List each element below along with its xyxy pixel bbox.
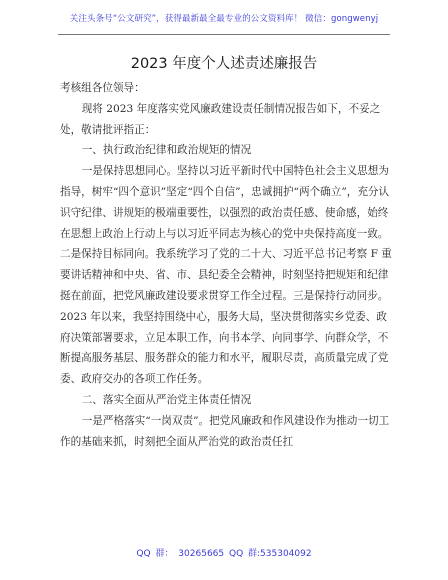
header-divider — [58, 34, 390, 35]
document-title: 2023 年度个人述责述廉报告 — [130, 56, 318, 72]
section-heading-1: 一、执行政治纪律和政治规矩的情况 — [81, 144, 252, 157]
header-note: 关注头条号“公文研究”，获得最新最全最专业的公文资料库！ 微信：gongwenyj — [69, 14, 379, 24]
footer-contact: QQ 群： 30265665 QQ 群:535304092 — [136, 549, 312, 559]
body-paragraph-2: 一是严格落实“一岗双责”。把党风廉政和作风建设作为推动一切工作的基础来抓，时刻把全面从严治党的政治责任扛 — [60, 414, 390, 448]
document-body — [60, 78, 392, 452]
body-paragraph-1: 一是保持思想同心。坚持以习近平新时代中国特色社会主义思想为指导，树牢“四个意识”坚定“四个自信”，忠诚拥护“两个确立”，充分认识守纪律、讲规矩的极端重要性，以强烈的政治责任感、使命感，始终在思想上政治上行动上与以习近平同志为核心的党中央保持高度一致。二是保持目标同向。我系统学习了党的二十大、习近平总书记考察 F 重要讲话精神和中央、省、市、县纪委全会精神，时刻坚持把规矩和纪律挺在前面，把党风廉政建设要求贯穿工作全过程。三是保持行动同步。2023 年以来，我坚持围绕中心，服务大局，坚决贯彻落实乡党委、政府决策部署要求，立足本职工作，向书本学、向同事学、向群众学，不断提高服务基层、服务群众的能力和水平，履职尽责，高质量完成了党委、政府交办的各项工作任务。 — [60, 165, 392, 386]
intro-paragraph: 现将 2023 年度落实党风廉政建设责任制情况报告如下，不妥之处，敬请批评指正： — [60, 102, 381, 136]
salutation: 考核组各位领导： — [60, 82, 145, 94]
section-heading-2: 二、落实全面从严治党主体责任情况 — [81, 393, 252, 406]
